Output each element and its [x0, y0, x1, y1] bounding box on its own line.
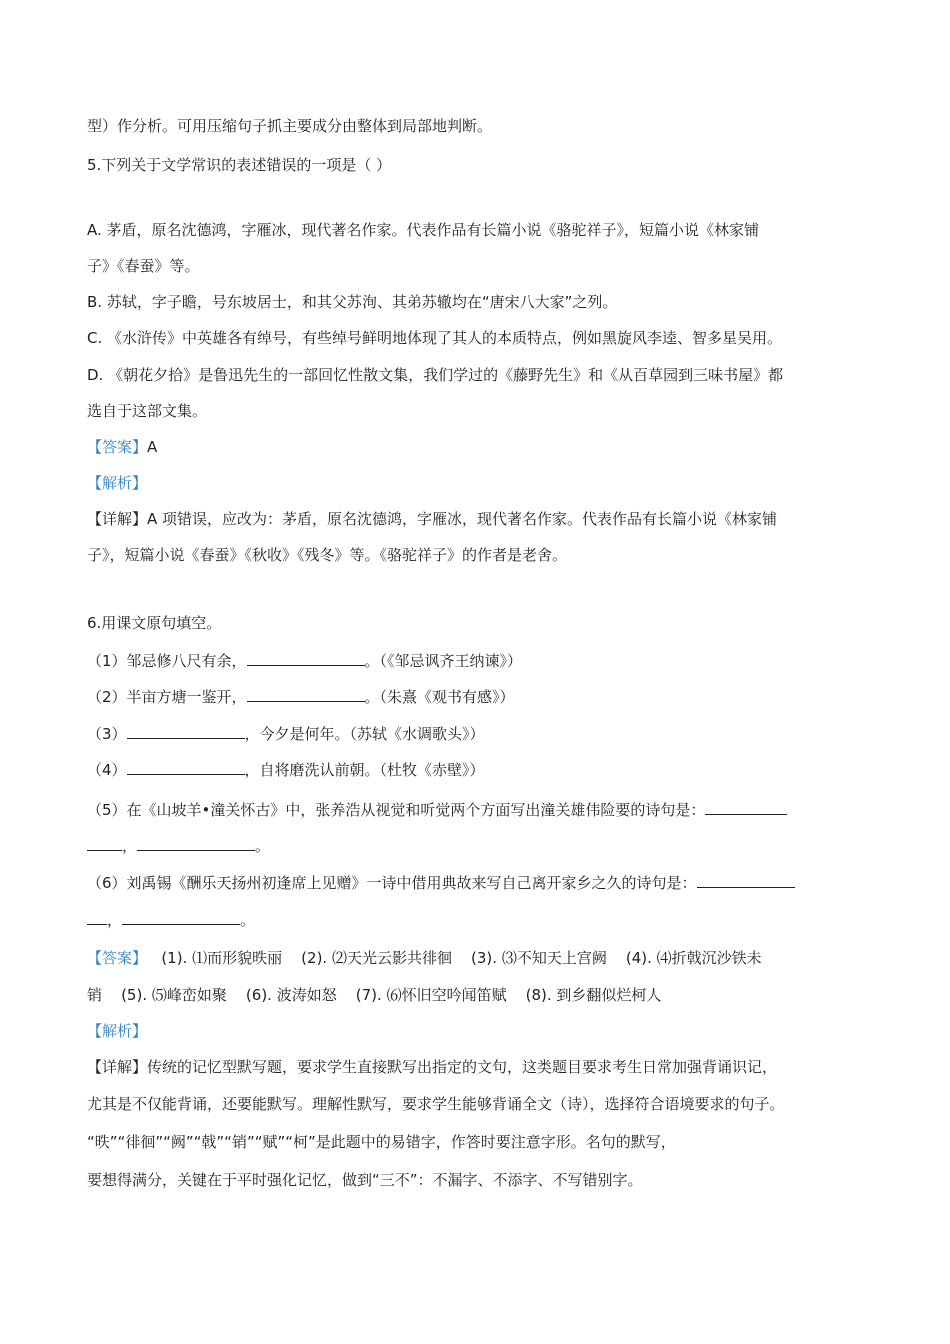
q5-detail-text1: A 项错误，应改为：茅盾，原名沈德鸿，字雁冰，现代著名作家。代表作品有长篇小说《林家铺 — [147, 510, 778, 528]
q5-stem: 5.下列关于文学常识的表述错误的一项是（ ） — [87, 156, 392, 174]
q5-detail-line1 — [87, 509, 777, 529]
blank-field — [247, 687, 365, 702]
q6-answers-1: (1). ⑴而形貌昳丽 (2). ⑵天光云影共徘徊 (3). ⑶不知天上宫阙 (4). ⑷折戟沉沙铁未 — [147, 949, 762, 967]
q6-detail-line3: “昳”“徘徊”“阙”“戟”“销”“赋”“柯”是此题中的易错字，作答时要注意字形。名句的默写， — [87, 1133, 676, 1151]
q5-option-a-line1: A. 茅盾，原名沈德鸿，字雁冰，现代著名作家。代表作品有长篇小说《骆驼祥子》，短篇小说《林家铺 — [87, 221, 760, 239]
q6-item-5-line1 — [87, 800, 787, 820]
blank-field — [127, 760, 245, 775]
q6-item-6-text: （6）刘禹锡《酬乐天扬州初逢席上见赠》一诗中借用典故来写自己离开家乡之久的诗句是： — [87, 874, 697, 892]
q6-item-3 — [87, 724, 485, 744]
q6-answer-line2: 销 (5). ⑸峰峦如聚 (6). 波涛如怒 (7). ⑹怀旧空吟闻笛赋 (8). 到乡翻似烂柯人 — [87, 986, 662, 1004]
q6-item-2 — [87, 687, 515, 707]
q6-detail-text1: 传统的记忆型默写题，要求学生直接默写出指定的文句，这类题目要求考生日常加强背诵识记， — [147, 1058, 778, 1076]
q5-option-d-line1: D. 《朝花夕拾》是鲁迅先生的一部回忆性散文集，我们学过的《藤野先生》和《从百草园到三味书屋》都 — [87, 366, 784, 384]
blank-field — [137, 836, 255, 851]
q6-item-1-post: 。（《邹忌讽齐王纳谏》） — [364, 652, 523, 670]
q6-item-4-post: ，自将磨洗认前朝。（杜牧《赤壁》） — [244, 761, 485, 779]
q6-analysis-tag: 【解析】 — [87, 1022, 148, 1040]
q6-item-4-pre: （4） — [87, 761, 127, 779]
q5-detail-line2: 子》，短篇小说《春蚕》《秋收》《残冬》等。《骆驼祥子》的作者是老舍。 — [87, 546, 568, 564]
blank-field — [247, 651, 365, 666]
intro-line: 型）作分析。可用压缩句子抓主要成分由整体到局部地判断。 — [87, 117, 493, 135]
blank-field — [87, 910, 107, 925]
q6-item-1 — [87, 651, 522, 671]
q5-option-b: B. 苏轼，字子瞻，号东坡居士，和其父苏洵、其弟苏辙均在“唐宋八大家”之列。 — [87, 293, 618, 311]
q6-detail-line4: 要想得满分，关键在于平时强化记忆，做到“三不”：不漏字、不添字、不写错别字。 — [87, 1171, 643, 1189]
q6-item-2-pre: （2）半亩方塘一鉴开， — [87, 688, 247, 706]
blank-field — [705, 800, 787, 815]
q6-item-5-sep: ， — [122, 837, 138, 855]
q6-item-4 — [87, 760, 485, 780]
q6-item-3-pre: （3） — [87, 725, 127, 743]
q6-stem: 6.用课文原句填空。 — [87, 614, 222, 632]
q6-item-6-line1 — [87, 873, 795, 893]
q5-option-a-line2: 子》《春蚕》等。 — [87, 257, 200, 275]
q6-item-5-end: 。 — [255, 837, 271, 855]
blank-field — [87, 836, 122, 851]
answer-tag: 【答案】 — [87, 438, 148, 456]
blank-field — [122, 910, 240, 925]
q5-analysis-tag: 【解析】 — [87, 474, 148, 492]
q6-item-1-pre: （1）邹忌修八尺有余， — [87, 652, 247, 670]
q6-item-5-text: （5）在《山坡羊•潼关怀古》中，张养浩从视觉和听觉两个方面写出潼关雄伟险要的诗句是： — [87, 801, 706, 819]
q5-answer: A — [147, 438, 158, 456]
q5-answer-line — [87, 437, 157, 457]
q5-option-d-line2: 选自于这部文集。 — [87, 402, 208, 420]
q6-item-3-post: ，今夕是何年。（苏轼《水调歌头》） — [244, 725, 485, 743]
q6-item-6-end: 。 — [240, 911, 256, 929]
q6-item-6-line2 — [87, 910, 255, 930]
q6-detail-line2: 尤其是不仅能背诵，还要能默写。理解性默写，要求学生能够背诵全文（诗），选择符合语境要求的句子。 — [87, 1095, 785, 1113]
detail-tag: 【详解】 — [87, 1058, 148, 1076]
q6-item-5-line2 — [87, 836, 270, 856]
detail-tag: 【详解】 — [87, 510, 148, 528]
q6-answer-line1 — [87, 948, 762, 968]
blank-field — [697, 873, 795, 888]
q6-detail-line1 — [87, 1057, 777, 1077]
blank-field — [127, 724, 245, 739]
answer-tag: 【答案】 — [87, 949, 148, 967]
q5-option-c: C. 《水浒传》中英雄各有绰号，有些绰号鲜明地体现了其人的本质特点，例如黑旋风李逵、智多星吴用。 — [87, 329, 783, 347]
q6-item-6-sep: ， — [107, 911, 123, 929]
q6-item-2-post: 。（朱熹《观书有感》） — [364, 688, 515, 706]
